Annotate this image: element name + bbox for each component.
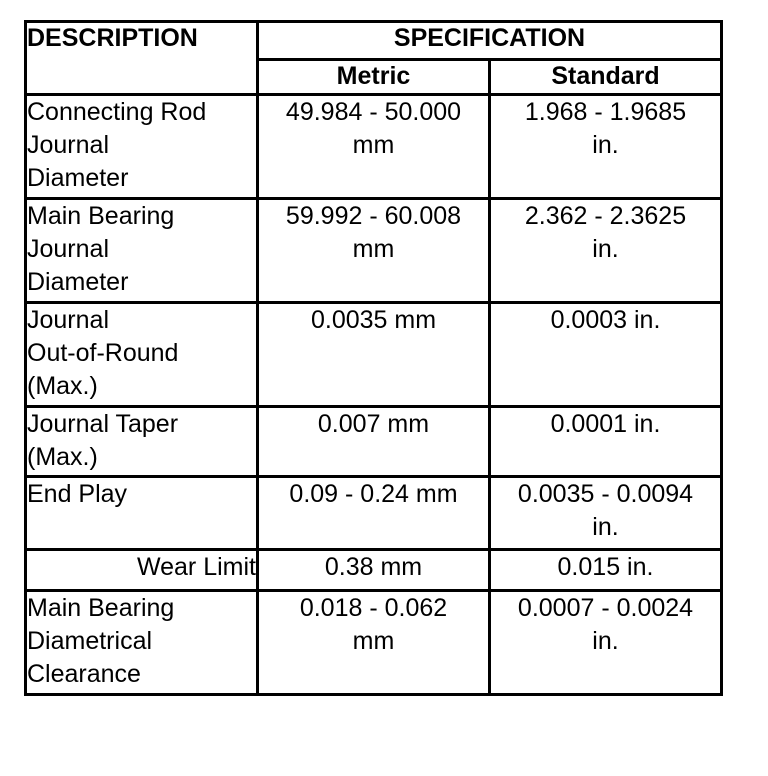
description-line: Out-of-Round <box>27 339 179 367</box>
wear-limit-label: Wear Limit <box>26 550 258 591</box>
description-line: Main Bearing <box>27 202 175 230</box>
description-cell <box>26 303 258 407</box>
table-row <box>26 591 722 695</box>
description-line: Diametrical <box>27 627 153 655</box>
description-line: (Max.) <box>27 372 98 400</box>
standard-unit: in. <box>592 131 619 159</box>
metric-cell <box>258 95 490 199</box>
standard-value: 0.0001 in. <box>550 410 661 438</box>
metric-value: 0.018 - 0.062 <box>299 594 448 622</box>
description-line: Connecting Rod <box>27 98 207 126</box>
description-line: End Play <box>27 480 128 508</box>
description-line: Journal <box>27 235 109 263</box>
standard-value: 0.0007 - 0.0024 <box>517 594 694 622</box>
standard-cell <box>490 303 722 407</box>
description-cell <box>26 95 258 199</box>
standard-value: 0.0003 in. <box>550 306 661 334</box>
metric-value: 0.09 - 0.24 mm <box>289 480 458 508</box>
standard-header: Standard <box>490 60 722 95</box>
metric-cell <box>258 303 490 407</box>
metric-cell <box>258 199 490 303</box>
metric-value: 0.0035 mm <box>310 306 437 334</box>
standard-cell <box>490 199 722 303</box>
description-header: DESCRIPTION <box>26 22 258 95</box>
standard-cell <box>490 477 722 550</box>
wear-limit-row <box>26 550 722 591</box>
standard-cell <box>490 407 722 477</box>
description-line: (Max.) <box>27 443 98 471</box>
description-cell <box>26 477 258 550</box>
table-row <box>26 95 722 199</box>
metric-cell <box>258 407 490 477</box>
table-row <box>26 407 722 477</box>
wear-limit-standard: 0.015 in. <box>490 550 722 591</box>
metric-value: 0.007 mm <box>317 410 430 438</box>
table-row <box>26 477 722 550</box>
standard-cell <box>490 591 722 695</box>
description-line: Journal <box>27 306 109 334</box>
standard-cell <box>490 95 722 199</box>
metric-header: Metric <box>258 60 490 95</box>
metric-unit: mm <box>352 131 395 159</box>
table-row <box>26 199 722 303</box>
description-line: Journal <box>27 131 109 159</box>
metric-cell <box>258 591 490 695</box>
metric-cell <box>258 477 490 550</box>
specification-header: SPECIFICATION <box>258 22 722 60</box>
metric-value: 59.992 - 60.008 <box>285 202 462 230</box>
standard-unit: in. <box>592 627 619 655</box>
description-line: Diameter <box>27 268 129 296</box>
wear-limit-metric: 0.38 mm <box>258 550 490 591</box>
standard-value: 0.0035 - 0.0094 <box>517 480 694 508</box>
standard-unit: in. <box>592 235 619 263</box>
description-line: Main Bearing <box>27 594 175 622</box>
header-row <box>26 22 722 60</box>
standard-value: 2.362 - 2.3625 <box>524 202 687 230</box>
description-line: Diameter <box>27 164 129 192</box>
metric-value: 49.984 - 50.000 <box>285 98 462 126</box>
description-line: Clearance <box>27 660 141 688</box>
specification-table <box>24 20 723 696</box>
metric-unit: mm <box>352 235 395 263</box>
table-row <box>26 303 722 407</box>
description-cell <box>26 591 258 695</box>
description-cell <box>26 199 258 303</box>
description-cell <box>26 407 258 477</box>
standard-unit: in. <box>592 513 619 541</box>
standard-value: 1.968 - 1.9685 <box>524 98 687 126</box>
description-line: Journal Taper <box>27 410 179 438</box>
metric-unit: mm <box>352 627 395 655</box>
